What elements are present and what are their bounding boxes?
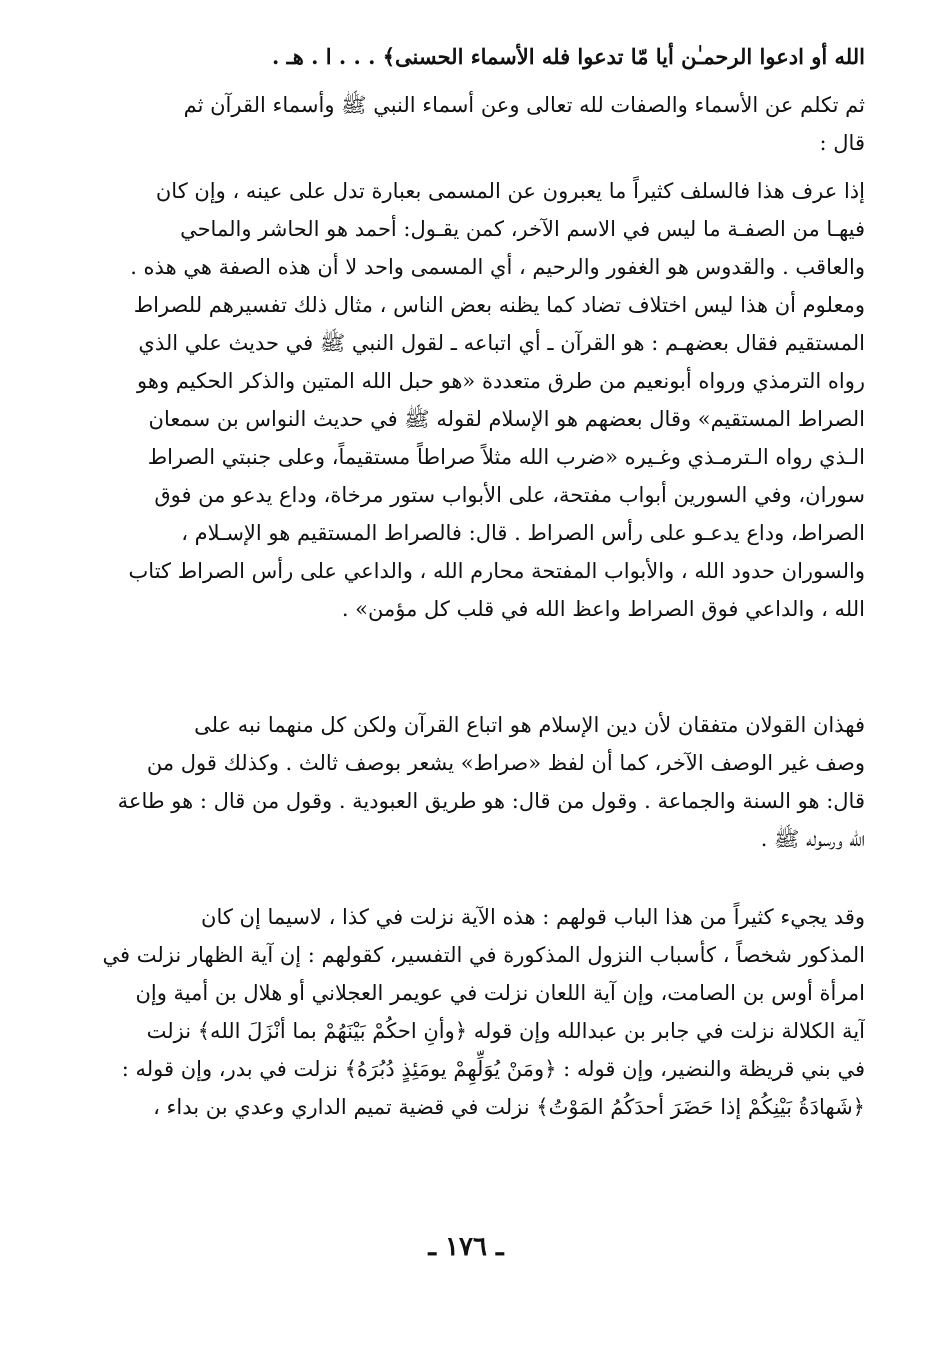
text-line: إذا عرف هذا فالسلف كثيراً ما يعبرون عن المسمى بعبارة تدل على عينه ، وإن كان [155,179,865,203]
text-line: الصراط المستقيم» وقال بعضهم هو الإسلام لقوله ﷺ في حديث النواس بن سمعان [148,407,865,431]
text-line: ﴿شَهادَةُ بَيْنِكُمْ إذا حَضَرَ أحدَكُمُ المَوْتُ﴾ نزلت في قضية تميم الداري وعدي بن بداء ، [153,1095,865,1119]
paragraph-two-sayings [95,706,865,858]
text-line: وصف غير الوصف الآخر، كما أن لفظ «صراط» يشعر بوصف ثالث . وكذلك قول من [146,751,865,775]
text-line: المذكور شخصاً ، كأسباب النزول المذكورة في التفسير، كقولهم : إن آية الظهار نزلت في [102,943,865,967]
text-line: المستقيم فقال بعضهـم : هو القرآن ـ أي اتباعه ـ لقول النبي ﷺ في حديث علي الذي [138,331,865,355]
text-line: الـذي رواه الـترمـذي وغـيره «ضرب الله مثلاً صراطاً مستقيماً، وعلى جنبتي الصراط [147,445,865,469]
text-line: قال : [819,131,865,155]
text-line: فهذان القولان متفقان لأن دين الإسلام هو اتباع القرآن ولكن كل منهما نبه على [194,713,865,737]
text-line: فيهـا من الصفـة ما ليس في الاسم الآخر، كمن يقـول: أحمد هو الحاشر والماحي [180,217,865,241]
opening-quote-paragraph [95,38,865,76]
page-number: ـ ١٧٦ ـ [428,1232,504,1262]
paragraph-names-and-attributes [95,172,865,628]
text-line: وقد يجيء كثيراً من هذا الباب قولهم : هذه الآية نزلت في كذا ، لاسيما إن كان [201,905,865,929]
paragraph-intro [95,86,865,162]
text-line: الصراط، وداع يدعـو على رأس الصراط . قال: فالصراط المستقيم هو الإسـلام ، [181,521,865,545]
text-line: والعاقب . والقدوس هو الغفور والرحيم ، أي المسمى واحد لا أن هذه الصفة هي هذه . [130,255,865,279]
text-line: الله أو ادعوا الرحمـٰن أيا مّا تدعوا فله الأسماء الحسنى﴾ . . . ا . هـ . [271,44,865,69]
text-line: والسوران حدود الله ، والأبواب المفتحة محارم الله ، والداعي على رأس الصراط كتاب [128,559,865,583]
paragraph-revelation-causes [95,898,865,1126]
text-line: قال: هو السنة والجماعة . وقول من قال: هو طريق العبودية . وقول من قال : هو طاعة [117,789,865,813]
text-line: ومعلوم أن هذا ليس اختلاف تضاد كما يظنه بعض الناس ، مثال ذلك تفسيرهم للصراط [133,293,865,317]
text-line: رواه الترمذي ورواه أبونعيم من طرق متعددة «هو حبل الله المتين والذكر الحكيم وهو [137,369,865,393]
text-line: في بني قريظة والنضير، وإن قوله : ﴿ومَنْ يُوَلِّهِمْ يومَئِذٍ دُبُرَهُ﴾ نزلت في بدر، وإن قوله : [121,1057,865,1081]
text-line: سوران، وفي السورين أبواب مفتحة، على الأبواب ستور مرخاة، وداع يدعو من فوق [154,483,865,507]
text-line: ثم تكلم عن الأسماء والصفات لله تعالى وعن أسماء النبي ﷺ وأسماء القرآن ثم [183,93,865,117]
text-line: آية الكلالة نزلت في جابر بن عبدالله وإن قوله ﴿وأنِ احكُمْ بَيْنَهُمْ بما أنْزَلَ الله﴾ نزلت [146,1019,865,1043]
text-line: الله ورسوله ﷺ . [760,827,865,851]
text-line: امرأة أوس بن الصامت، وإن آية اللعان نزلت في عويمر العجلاني أو هلال بن أمية وإن [135,981,865,1005]
text-line: الله ، والداعي فوق الصراط واعظ الله في قلب كل مؤمن» . [341,597,865,621]
